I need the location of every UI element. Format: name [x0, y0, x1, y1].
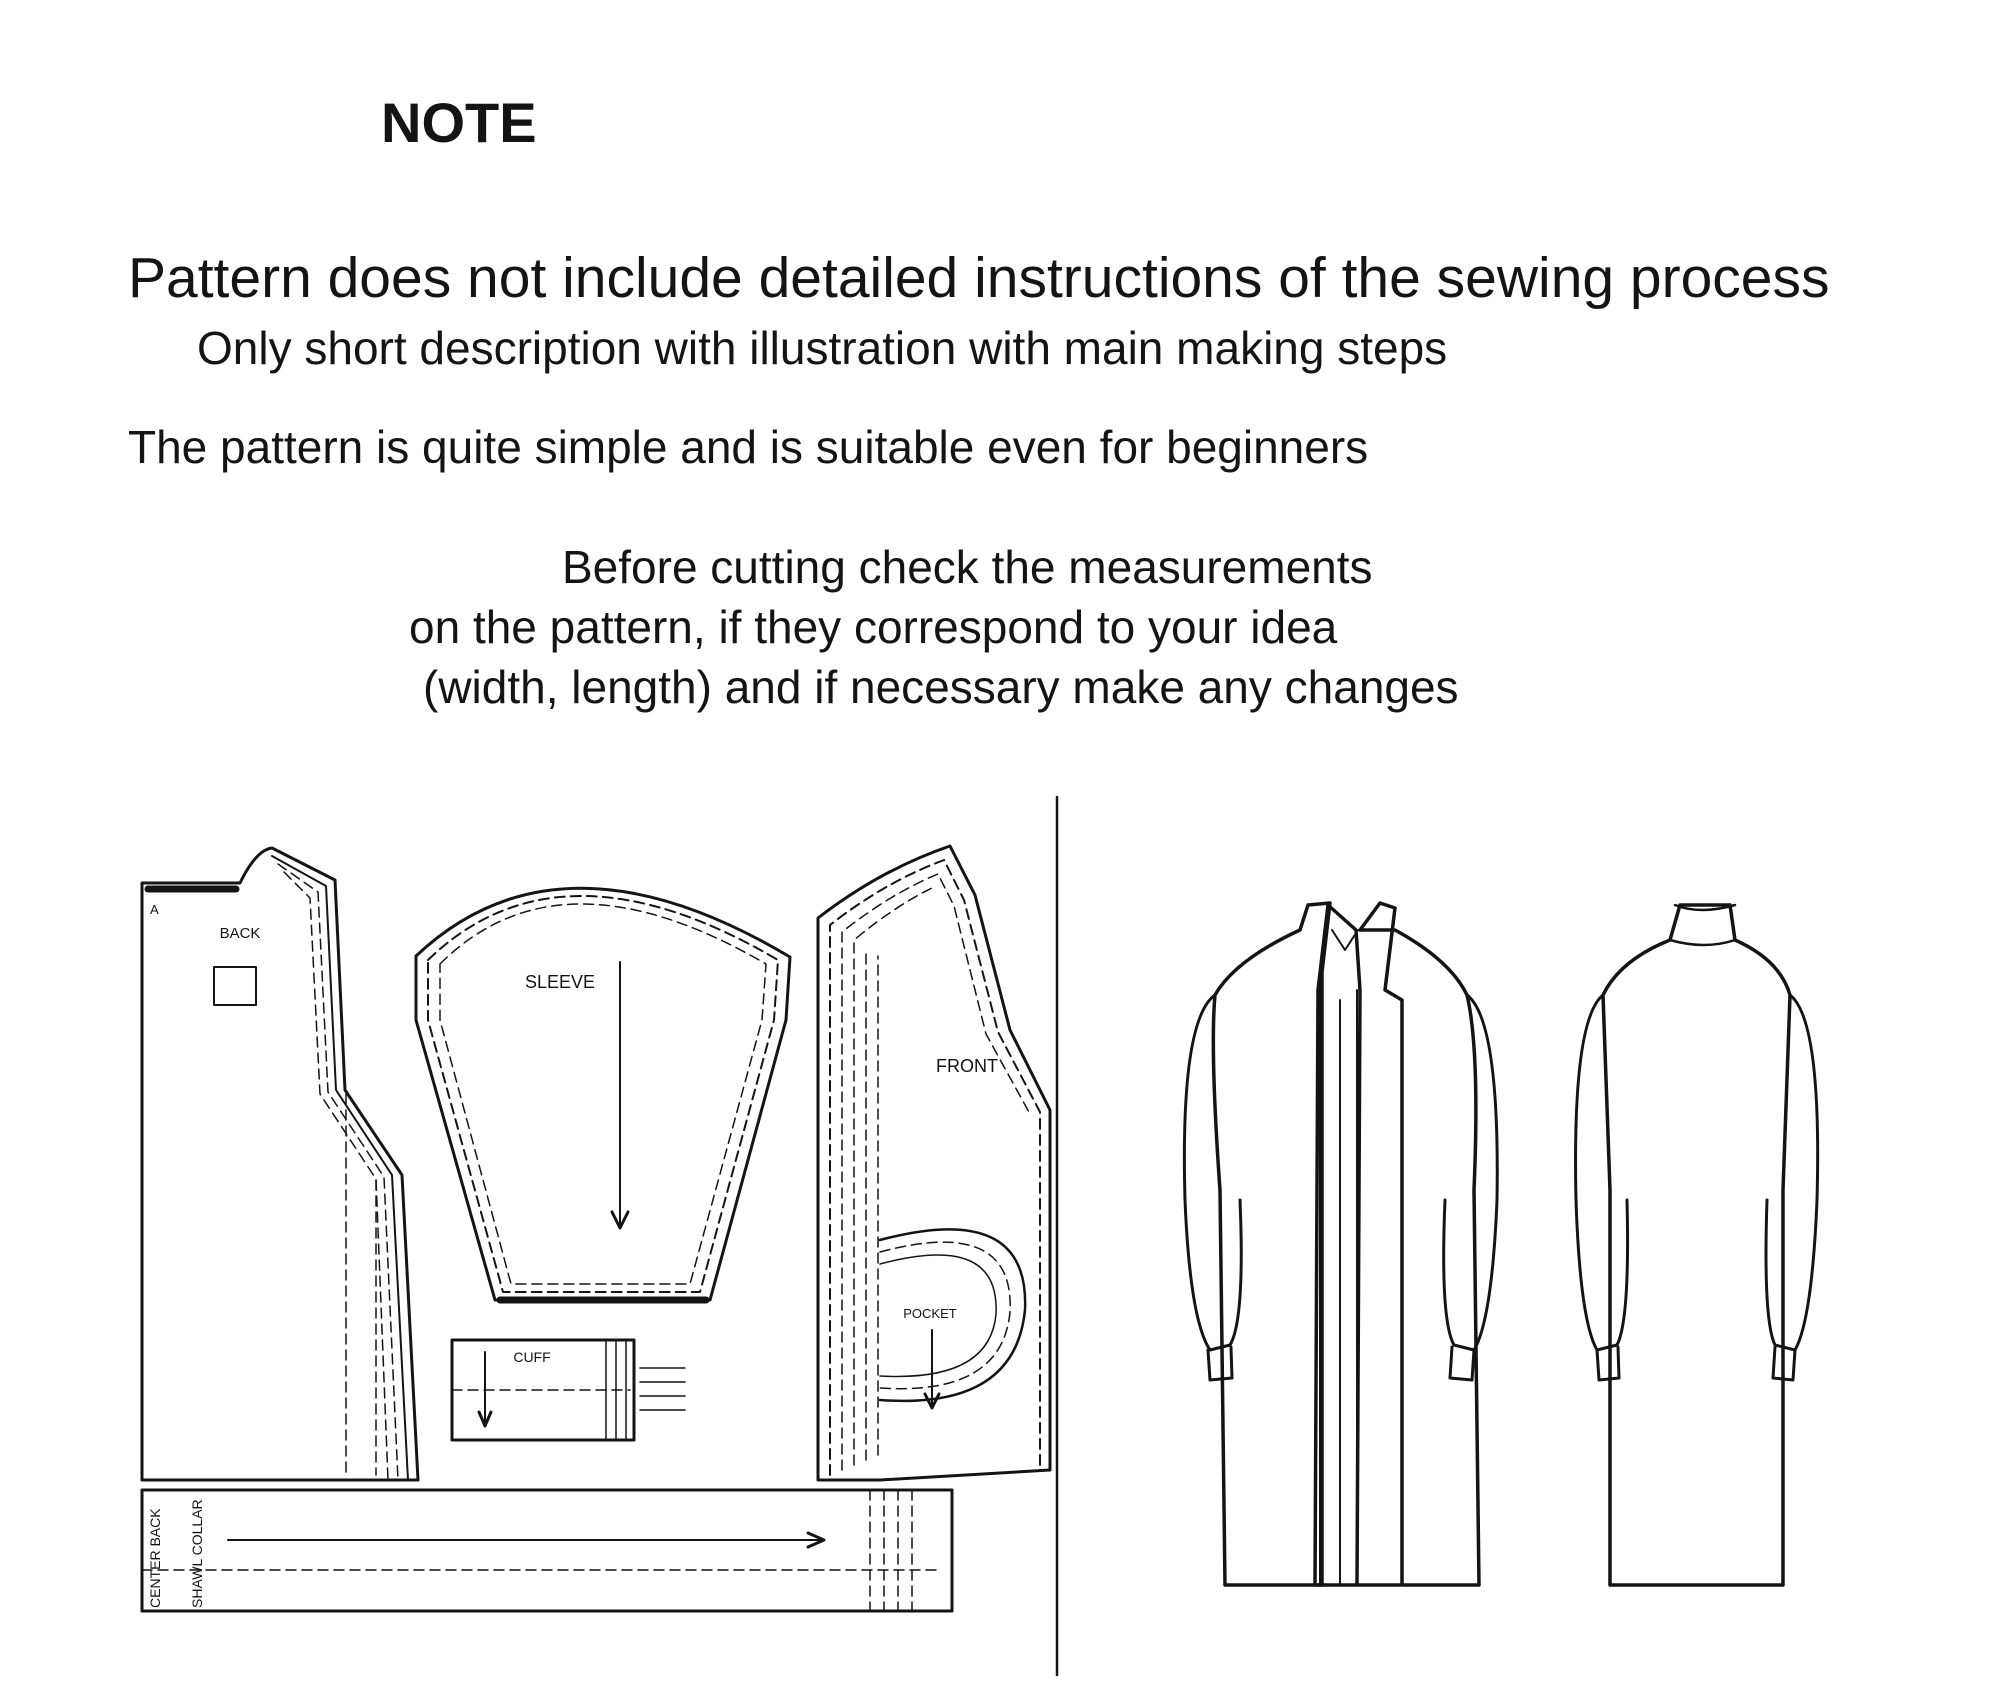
shawl-collar-pattern-piece: [142, 1490, 952, 1611]
shawl-collar-label: SHAWL COLLAR: [189, 1499, 205, 1608]
sleeve-pattern-piece: [416, 888, 790, 1300]
back-pattern-piece: [142, 848, 418, 1480]
note-line-changes: (width, length) and if necessary make any changes: [423, 661, 1459, 713]
note-line-check: Before cutting check the measurements: [562, 541, 1373, 593]
cuff-label: CUFF: [513, 1349, 551, 1365]
front-pattern-piece: [818, 846, 1050, 1480]
pocket-label: POCKET: [903, 1306, 957, 1321]
cuff-pattern-piece: [452, 1340, 685, 1440]
center-back-label: CENTER BACK: [147, 1508, 163, 1608]
note-line-instructions: Pattern does not include detailed instructions of the sewing process: [128, 246, 1830, 310]
note-line-description: Only short description with illustration with main making steps: [197, 322, 1448, 374]
note-line-correspond: on the pattern, if they correspond to your idea: [409, 601, 1338, 653]
note-line-beginners: The pattern is quite simple and is suitable even for beginners: [128, 421, 1369, 473]
back-label: BACK: [219, 925, 261, 942]
pattern-illustration: [0, 780, 2000, 1700]
corner-mark-label: A: [150, 902, 159, 917]
front-label: FRONT: [936, 1056, 998, 1076]
sleeve-label: SLEEVE: [524, 972, 596, 992]
coat-back-view: [1576, 905, 1818, 1585]
coat-front-view: [1184, 903, 1497, 1585]
note-title: NOTE: [381, 91, 537, 154]
